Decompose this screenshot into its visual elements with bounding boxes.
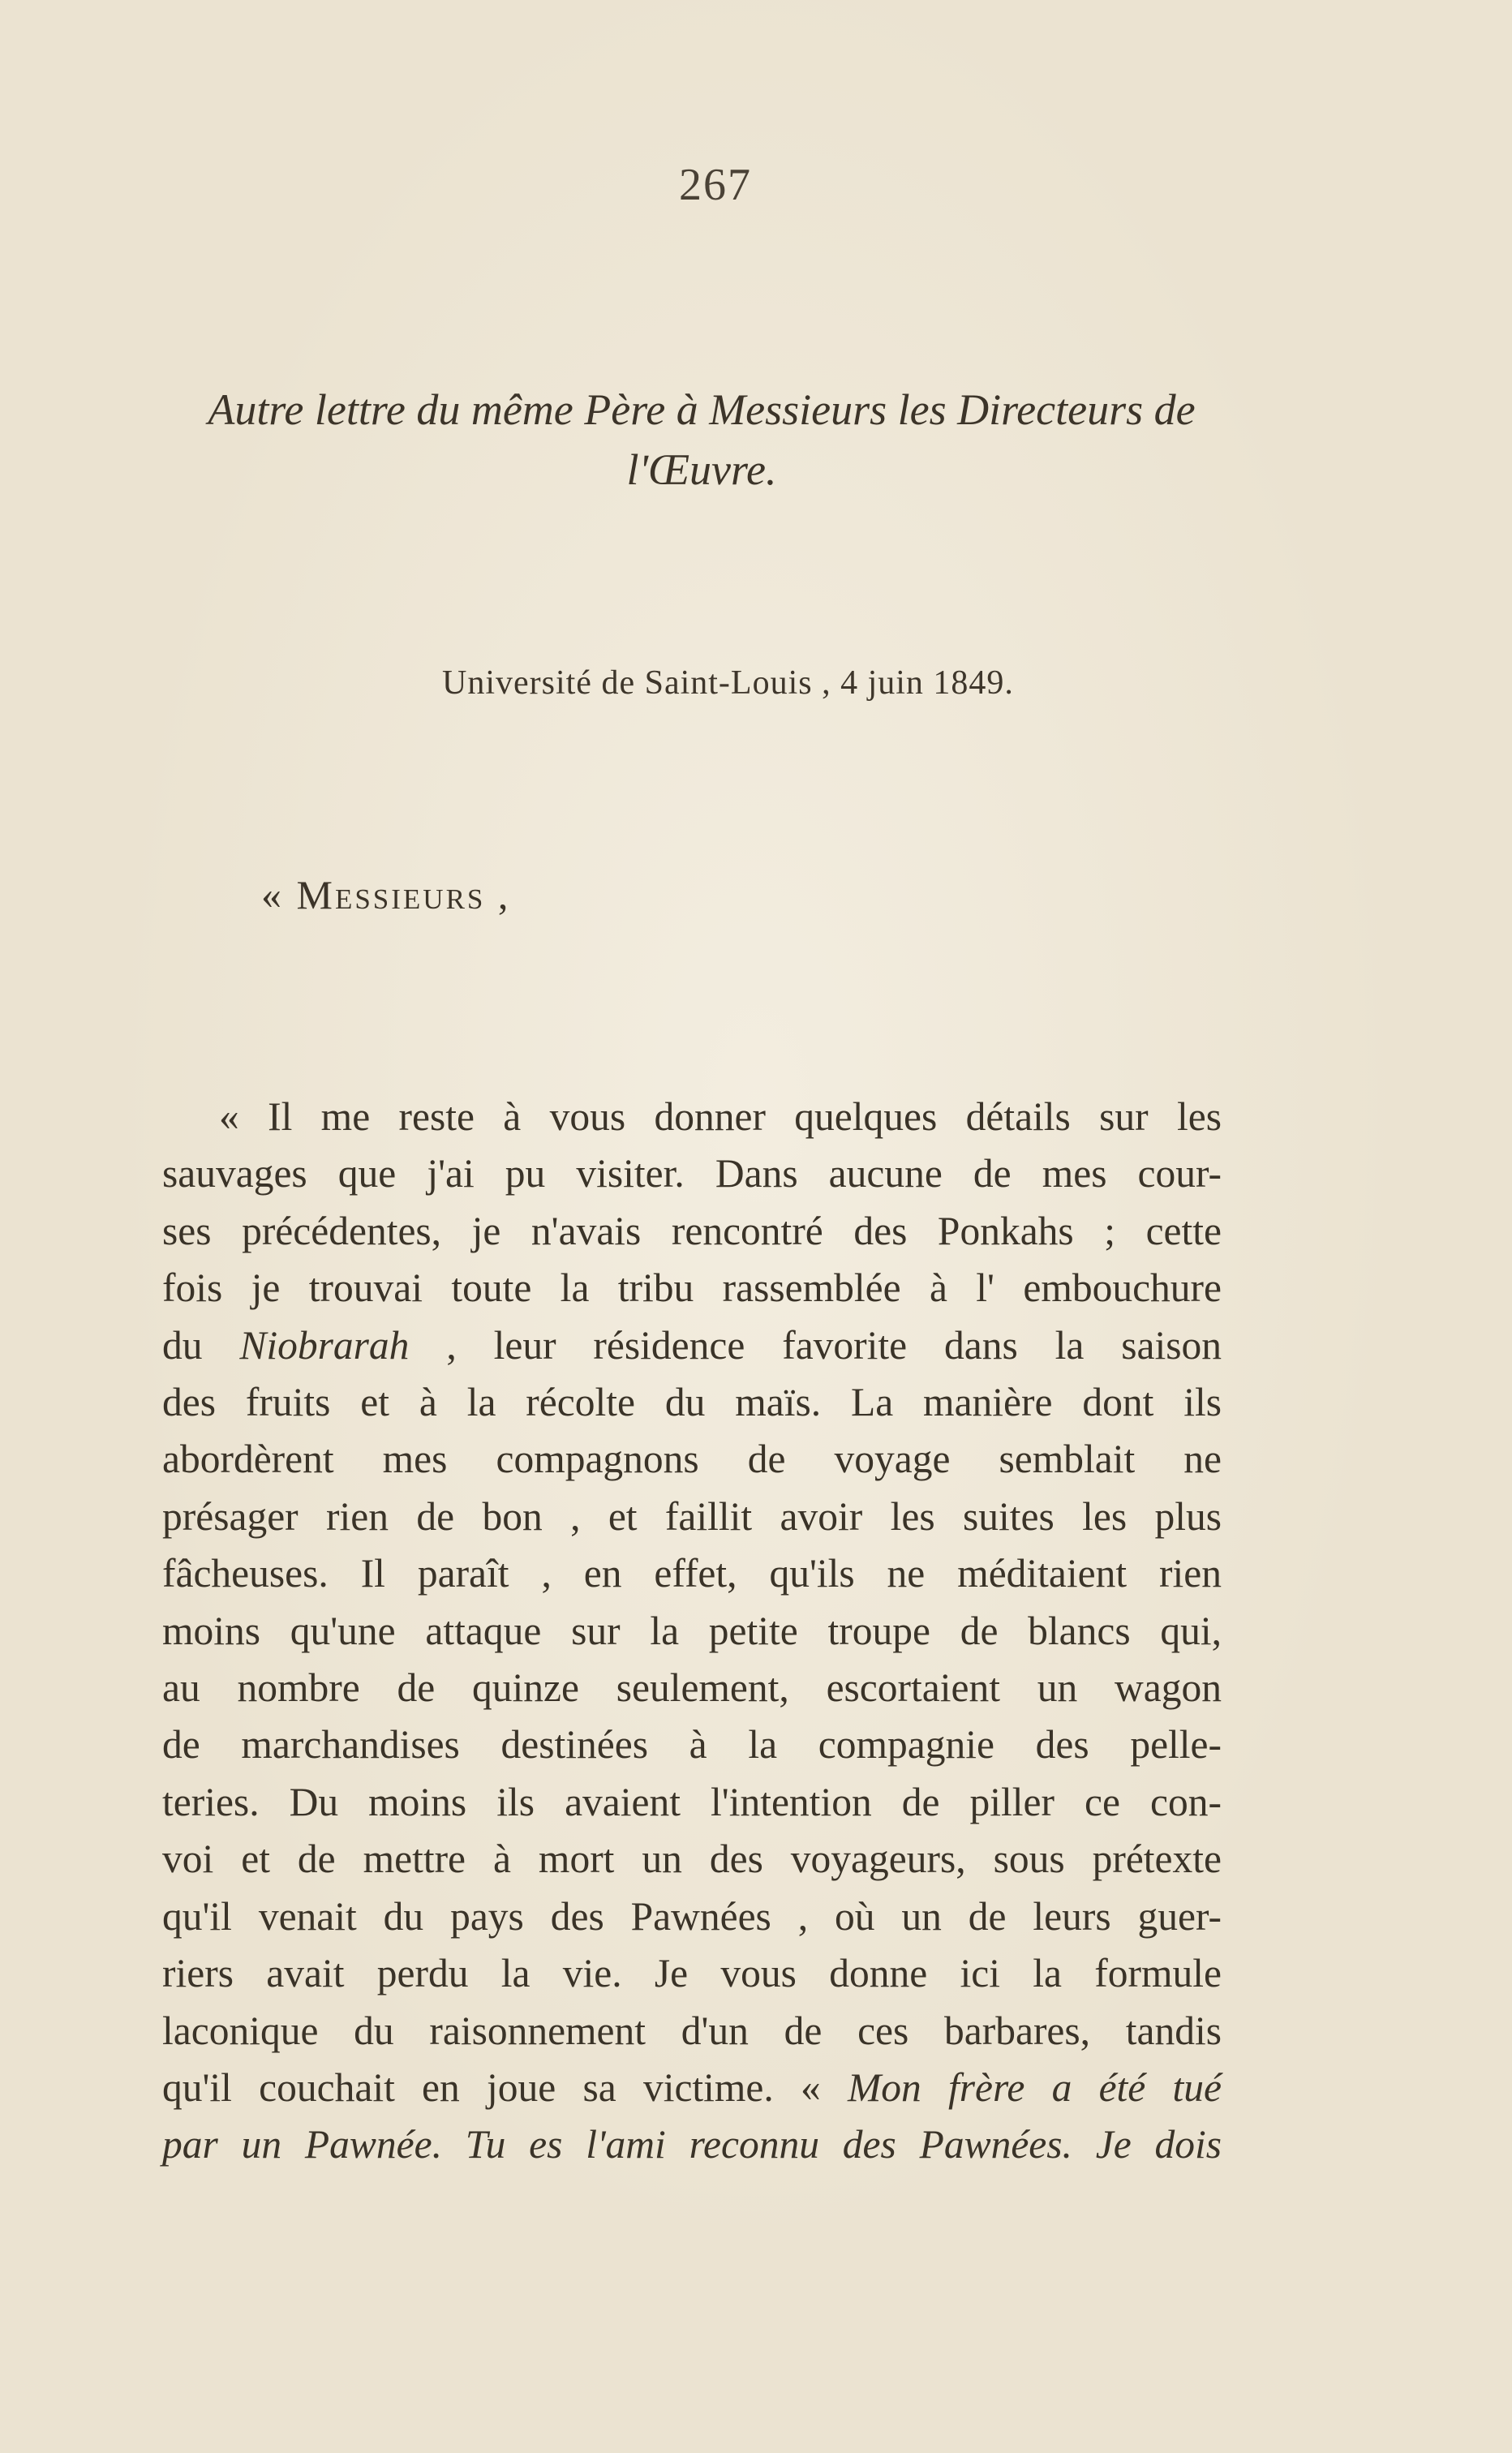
body-line bbox=[162, 1317, 1222, 1374]
letter-heading-line-2: l'Œuvre. bbox=[626, 445, 777, 494]
letter-body bbox=[162, 1089, 1222, 2174]
body-line: au nombre de quinze seulement, escortaient un wagon bbox=[162, 1665, 1222, 1711]
body-line: « Il me reste à vous donner quelques détails sur les bbox=[219, 1094, 1222, 1139]
letter-heading-line-1: Autre lettre du même Père à Messieurs les Directeurs de bbox=[208, 385, 1196, 434]
body-line: qu'il venait du pays des Pawnées , où un de leurs guer- bbox=[162, 1893, 1222, 1939]
place-name-niobrarah: Niobrarah bbox=[239, 1322, 410, 1368]
body-line: de marchandises destinées à la compagnie des pelle- bbox=[162, 1722, 1222, 1768]
body-line: fâcheuses. Il paraît , en effet, qu'ils ne méditaient rien bbox=[162, 1551, 1222, 1596]
body-line: moins qu'une attaque sur la petite troupe de blancs qui, bbox=[162, 1608, 1222, 1653]
body-line: présager rien de bon , et faillit avoir les suites les plus bbox=[162, 1493, 1222, 1539]
body-line: teries. Du moins ils avaient l'intention de piller ce con- bbox=[162, 1779, 1222, 1824]
body-text-run: du bbox=[162, 1322, 240, 1368]
page-number: 267 bbox=[679, 160, 752, 210]
body-line: fois je trouvai toute la tribu rassemblée à l' embouchure bbox=[162, 1265, 1222, 1311]
body-text-run: , leur résidence favorite dans la saison bbox=[409, 1322, 1222, 1368]
body-line: abordèrent mes compagnons de voyage semblait ne bbox=[162, 1437, 1222, 1482]
quoted-speech: Mon frère a été tué bbox=[848, 2064, 1222, 2110]
body-line: sauvages que j'ai pu visiter. Dans aucune de mes cour- bbox=[162, 1151, 1222, 1196]
body-line: riers avait perdu la vie. Je vous donne ici la formule bbox=[162, 1951, 1222, 1996]
body-line: des fruits et à la récolte du maïs. La manière dont ils bbox=[162, 1380, 1222, 1425]
body-line: laconique du raisonnement d'un de ces barbares, tandis bbox=[162, 2008, 1222, 2053]
body-line: ses précédentes, je n'avais rencontré des Ponkahs ; cette bbox=[162, 1208, 1222, 1253]
body-line-quoted-speech: par un Pawnée. Tu es l'ami reconnu des Pawnées. Je dois bbox=[162, 2122, 1222, 2167]
letter-heading bbox=[162, 380, 1241, 500]
body-line bbox=[162, 2060, 1222, 2116]
dateline: Université de Saint-Louis , 4 juin 1849. bbox=[442, 664, 1014, 702]
salutation: « Messieurs , bbox=[261, 872, 511, 917]
body-text-run: qu'il couchait en joue sa victime. « bbox=[162, 2064, 848, 2110]
body-line: voi et de mettre à mort un des voyageurs, sous prétexte bbox=[162, 1837, 1222, 1882]
